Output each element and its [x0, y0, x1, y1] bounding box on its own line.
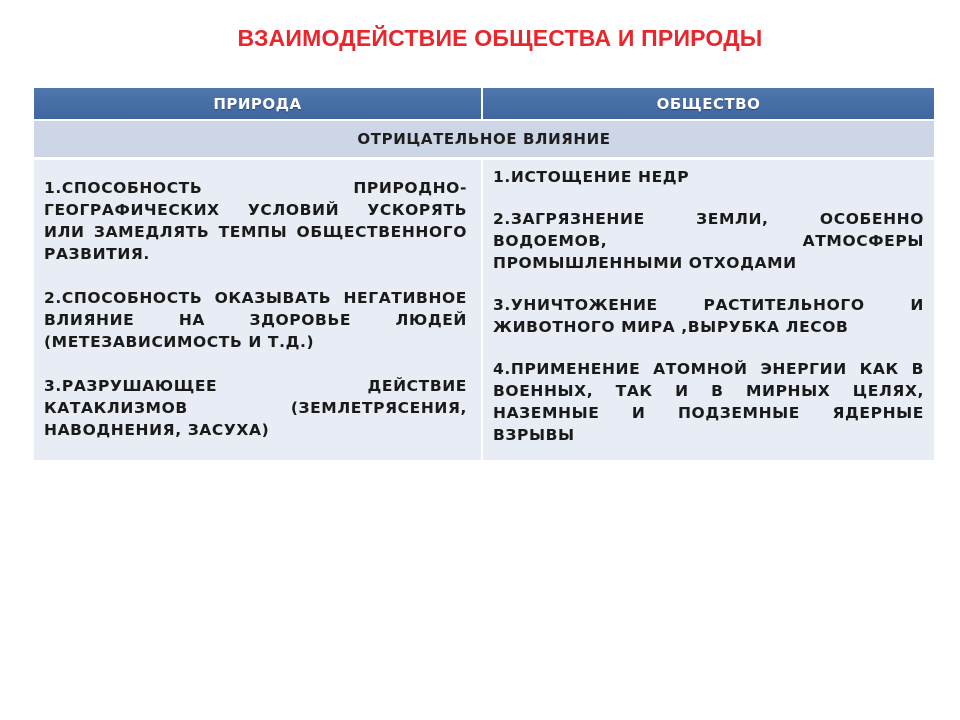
nature-item-2: 2.СПОСОБНОСТЬ ОКАЗЫВАТЬ НЕГАТИВНОЕ ВЛИЯНИЕ НА ЗДОРОВЬЕ ЛЮДЕЙ (МЕТЕЗАВИСИМОСТЬ И Т.Д.)	[44, 289, 467, 351]
society-item-4: 4.ПРИМЕНЕНИЕ АТОМНОЙ ЭНЕРГИИ КАК В ВОЕННЫХ, ТАК И В МИРНЫХ ЦЕЛЯХ, НАЗЕМНЫЕ И ПОДЗЕМНЫЕ ЯДЕРНЫЕ ВЗРЫВЫ	[493, 360, 924, 444]
society-cell	[483, 160, 934, 460]
table-header-row	[34, 88, 934, 119]
comparison-table	[34, 88, 934, 460]
society-item-2: 2.ЗАГРЯЗНЕНИЕ ЗЕМЛИ, ОСОБЕННО ВОДОЕМОВ, АТМОСФЕРЫ ПРОМЫШЛЕННЫМИ ОТХОДАМИ	[493, 210, 924, 272]
nature-item-3: 3.РАЗРУШАЮЩЕЕ ДЕЙСТВИЕ КАТАКЛИЗМОВ (ЗЕМЛЕТРЯСЕНИЯ, НАВОДНЕНИЯ, ЗАСУХА)	[44, 377, 467, 439]
nature-cell	[34, 160, 483, 460]
society-item-1: 1.ИСТОЩЕНИЕ НЕДР	[493, 168, 690, 186]
page-title: ВЗАИМОДЕЙСТВИЕ ОБЩЕСТВА И ПРИРОДЫ	[237, 25, 763, 51]
nature-item-1: 1.СПОСОБНОСТЬ ПРИРОДНО-ГЕОГРАФИЧЕСКИХ УСЛОВИЙ УСКОРЯТЬ ИЛИ ЗАМЕДЛЯТЬ ТЕМПЫ ОБЩЕСТВЕННОГО РАЗВИТИЯ.	[44, 179, 467, 263]
header-nature: ПРИРОДА	[34, 88, 483, 119]
header-society: ОБЩЕСТВО	[483, 88, 934, 119]
table-body-row	[34, 160, 934, 460]
subheader-negative-influence: ОТРИЦАТЕЛЬНОЕ ВЛИЯНИЕ	[34, 121, 934, 157]
society-item-3: 3.УНИЧТОЖЕНИЕ РАСТИТЕЛЬНОГО И ЖИВОТНОГО МИРА ,ВЫРУБКА ЛЕСОВ	[493, 296, 924, 336]
